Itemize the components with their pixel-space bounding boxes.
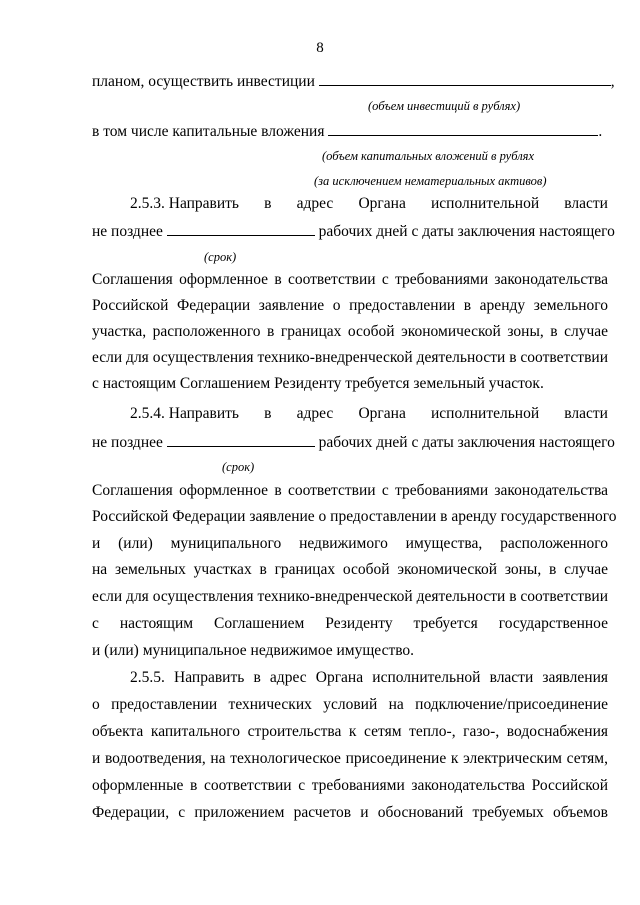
page-number: 8 <box>316 40 324 56</box>
text-line: оформленные в соответствии с требованиями законодательства Российской <box>92 777 608 794</box>
clause-word: власти <box>564 405 608 422</box>
text-line: с настоящим Соглашением Резиденту требуется государственное <box>92 615 608 632</box>
clause-word: адрес <box>296 195 334 212</box>
text-line: Соглашения оформленное в соответствии с требованиями законодательства <box>92 271 608 288</box>
clause-2-5-4-header <box>130 404 608 424</box>
text-line: участка, расположенного в границах особой экономической зоны, в случае <box>92 323 608 340</box>
investment-line <box>92 71 615 92</box>
text-line-last: с настоящим Соглашением Резиденту требуется земельный участок. <box>92 375 544 392</box>
capital-caption-2: (за исключением нематериальных активов) <box>314 174 547 188</box>
clause-2-5-3-header <box>130 194 608 214</box>
text-line: на земельных участках в границах особой экономической зоны, в случае <box>92 561 608 578</box>
deadline-suffix: рабочих дней с даты заключения настоящего <box>318 434 615 451</box>
capital-text: в том числе капитальные вложения <box>92 123 325 140</box>
text-line: объекта капитального строительства к сетям тепло-, газо-, водоснабжения <box>92 723 608 740</box>
text-line: если для осуществления технико-внедренческой деятельности в соответствии <box>92 349 608 366</box>
clause-word: 2.5.4. Направить <box>130 405 239 422</box>
text-line: Федерации, с приложением расчетов и обоснований требуемых объемов <box>92 804 608 821</box>
capital-caption-1: (объем капитальных вложений в рублях <box>322 149 535 163</box>
text-line: Соглашения оформленное в соответствии с требованиями законодательства <box>92 482 608 499</box>
term-caption-1: (срок) <box>204 250 237 264</box>
investment-end: , <box>610 73 615 90</box>
deadline-prefix: не позднее <box>92 434 163 451</box>
clause-word: в <box>264 405 272 422</box>
investment-caption: (объем инвестиций в рублях) <box>368 99 521 113</box>
capital-line <box>92 121 608 142</box>
clause-word: Органа <box>358 195 406 212</box>
clause-word: в <box>264 195 272 212</box>
capital-blank[interactable] <box>328 121 598 136</box>
text-line: о предоставлении технических условий на подключение/присоединение <box>92 696 608 713</box>
text-line-last: и (или) муниципальное недвижимое имущество. <box>92 642 415 659</box>
deadline-suffix: рабочих дней с даты заключения настоящего <box>318 223 615 240</box>
clause-word: власти <box>564 195 608 212</box>
clause-word: исполнительной <box>430 405 540 422</box>
deadline-blank-2[interactable] <box>167 432 315 447</box>
clause-word: 2.5.3. Направить <box>130 195 239 212</box>
clause-2-5-5-first-line: 2.5.5. Направить в адрес Органа исполнительной власти заявления <box>130 669 608 686</box>
text-line: Российской Федерации заявление о предоставлении в аренду земельного <box>92 297 608 314</box>
text-line: если для осуществления технико-внедренческой деятельности в соответствии <box>92 588 608 605</box>
clause-word: адрес <box>296 405 334 422</box>
clause-word: исполнительной <box>430 195 540 212</box>
deadline-line-2 <box>92 432 615 453</box>
deadline-blank-1[interactable] <box>167 221 315 236</box>
investment-text: планом, осуществить инвестиции <box>92 73 315 90</box>
deadline-prefix: не позднее <box>92 223 163 240</box>
term-caption-2: (срок) <box>222 460 255 474</box>
investment-blank[interactable] <box>319 71 611 86</box>
clause-word: Органа <box>358 405 406 422</box>
text-line: Российской Федерации заявление о предоставлении в аренду государственного <box>92 508 617 525</box>
text-line: и водоотведения, на технологическое присоединение к электрическим сетям, <box>92 750 608 767</box>
deadline-line-1 <box>92 221 615 242</box>
text-line: и (или) муниципального недвижимого имущества, расположенного <box>92 535 608 552</box>
capital-end: . <box>598 123 603 140</box>
